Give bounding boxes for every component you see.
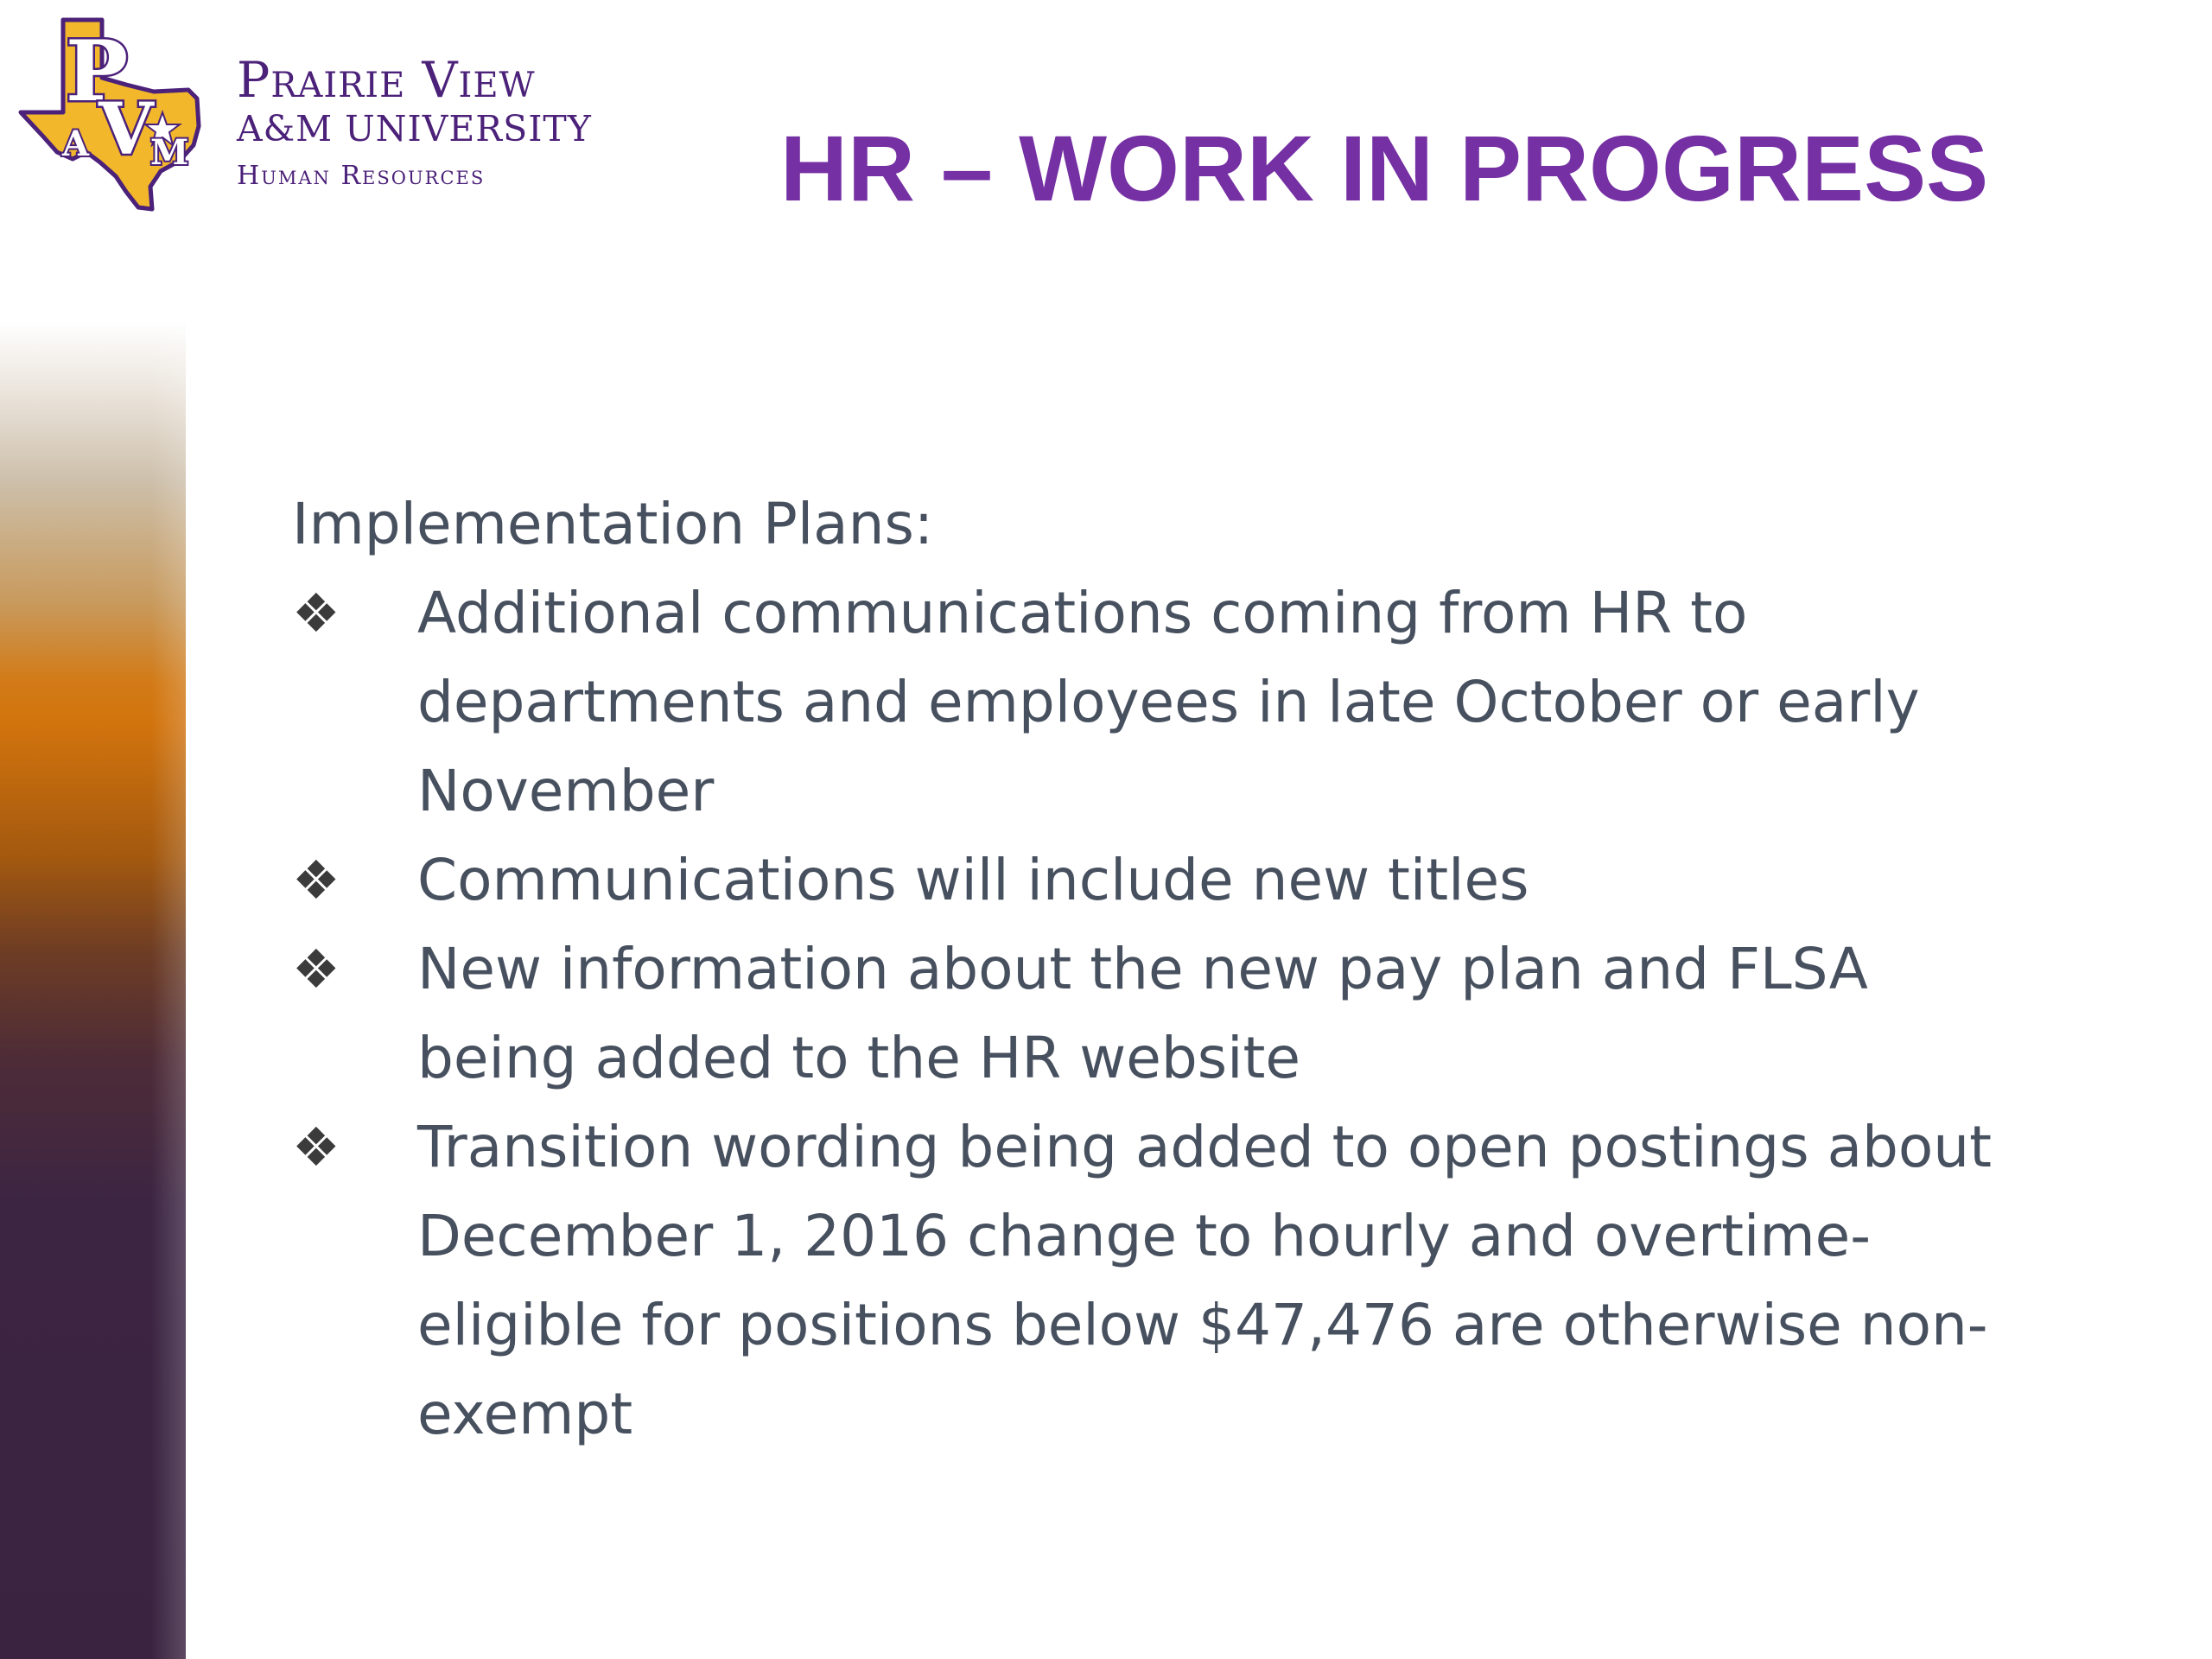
diamond-bullet-icon: ❖ — [292, 1116, 340, 1179]
bullet-item — [292, 836, 2020, 925]
gradient-side-bar — [0, 321, 186, 1659]
svg-text:M: M — [150, 132, 189, 173]
bullet-text: Additional communications coming from HR to departments and employees in late October or early November — [417, 580, 1920, 824]
slide-title: HR – WORK IN PROGRESS — [780, 116, 1989, 220]
brand-name: Prairie View — [237, 52, 536, 109]
svg-text:P: P — [66, 22, 129, 120]
bullet-text: Transition wording being added to open postings about December 1, 2016 change to hourly and overtime-eligible for positions below $47,476 are otherwise non-exempt — [417, 1114, 1992, 1447]
bullet-item — [292, 925, 2020, 1103]
svg-text:A: A — [62, 124, 90, 164]
bullet-list — [292, 569, 2020, 1459]
diamond-bullet-icon: ❖ — [292, 582, 340, 645]
section-heading: Implementation Plans: — [292, 491, 934, 557]
diamond-bullet-icon: ❖ — [292, 938, 340, 1001]
bullet-text: Communications will include new titles — [417, 847, 1529, 913]
bullet-text: New information about the new pay plan and FLSA being added to the HR website — [417, 936, 1868, 1091]
bullet-item — [292, 569, 2020, 836]
bullet-item — [292, 1103, 2020, 1459]
university-wordmark — [237, 54, 592, 195]
diamond-bullet-icon: ❖ — [292, 849, 340, 912]
pvamu-logo-icon — [16, 16, 214, 214]
svg-text:V: V — [99, 88, 154, 171]
brand-subname: A&M UNIVERSITY — [237, 108, 592, 149]
brand-department: Human Resources — [237, 161, 486, 191]
slide-body — [292, 480, 2020, 1459]
